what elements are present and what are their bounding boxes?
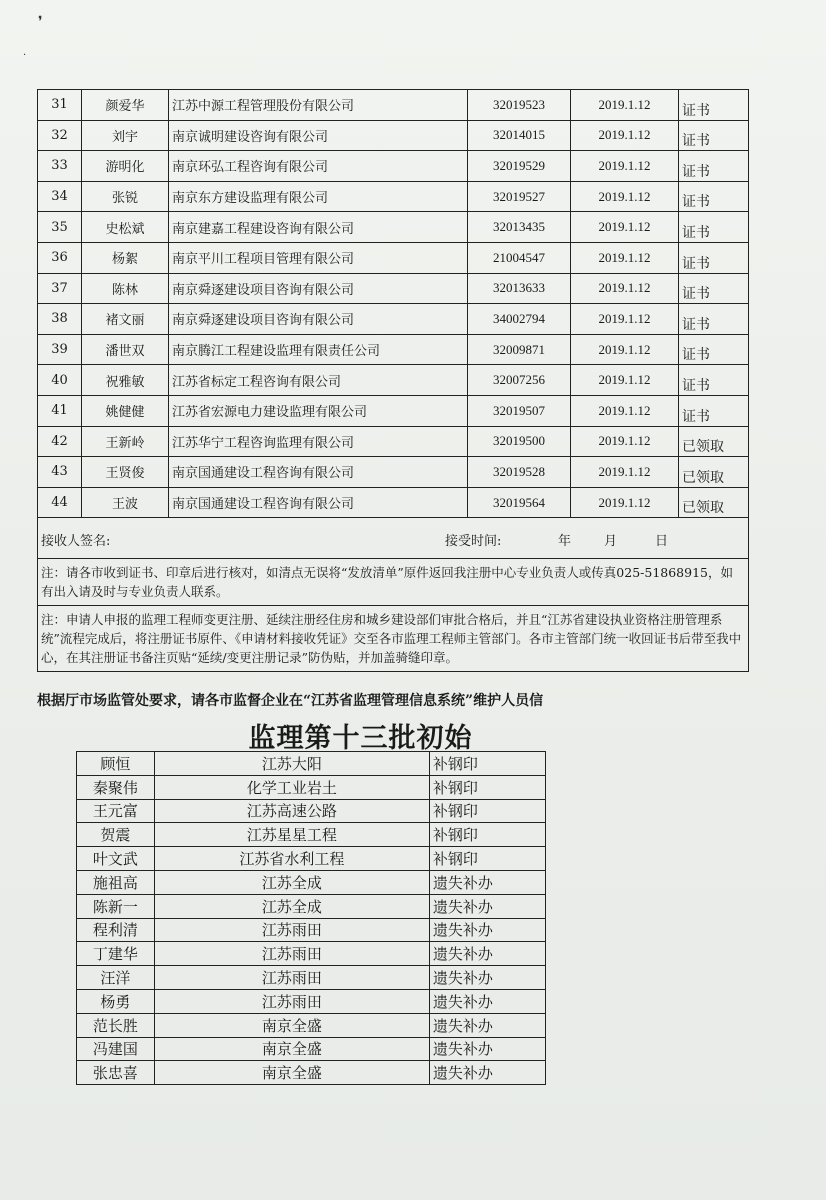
person-name: 王波: [82, 487, 169, 518]
month-label: 月: [604, 534, 618, 550]
ink-dot: ·: [23, 50, 27, 61]
signature-label: 接收人签名:: [41, 534, 111, 550]
row-number: 41: [38, 395, 82, 426]
batch-action: 遗失补办: [429, 894, 545, 918]
person-name: 潘世双: [82, 334, 169, 365]
issue-date: 2019.1.12: [571, 457, 679, 488]
company-name: 南京腾江工程建设监理有限责任公司: [169, 334, 468, 365]
batch-row: [77, 823, 546, 847]
certificate-number: 32014015: [468, 120, 571, 151]
batch-row: [77, 799, 546, 823]
batch-action: 遗失补办: [429, 1037, 545, 1061]
row-number: 35: [38, 212, 82, 243]
batch-table-body: [77, 752, 546, 1085]
company-name: 江苏中源工程管理股份有限公司: [169, 90, 468, 121]
status-cell: 证书: [679, 212, 749, 243]
batch-action: 遗失补办: [429, 918, 545, 942]
batch-action: 遗失补办: [429, 966, 545, 990]
batch-company: 江苏雨田: [154, 966, 429, 990]
batch-action: 补钢印: [429, 775, 545, 799]
status-cell: 证书: [679, 242, 749, 273]
company-name: 南京国通建设工程咨询有限公司: [169, 457, 468, 488]
table-row: [38, 90, 749, 121]
day-label: 日: [655, 534, 669, 550]
batch-person-name: 施祖高: [77, 870, 155, 894]
batch-person-name: 王元富: [77, 799, 155, 823]
company-name: 江苏华宁工程咨询监理有限公司: [169, 426, 468, 457]
batch-company: 江苏高速公路: [154, 799, 429, 823]
issue-date: 2019.1.12: [571, 395, 679, 426]
row-number: 42: [38, 426, 82, 457]
certificate-number: 32019527: [468, 181, 571, 212]
status-cell: 已领取: [679, 457, 749, 488]
batch-action: 遗失补办: [429, 942, 545, 966]
table-row: [38, 334, 749, 365]
batch-action: 遗失补办: [429, 1013, 545, 1037]
company-name: 南京平川工程项目管理有限公司: [169, 242, 468, 273]
company-name: 南京建嘉工程建设咨询有限公司: [169, 212, 468, 243]
batch-action: 遗失补办: [429, 1061, 545, 1085]
batch-action: 遗失补办: [429, 989, 545, 1013]
issue-date: 2019.1.12: [571, 304, 679, 335]
table-row: [38, 273, 749, 304]
issue-date: 2019.1.12: [571, 426, 679, 457]
company-name: 南京国通建设工程咨询有限公司: [169, 487, 468, 518]
table-row: [38, 487, 749, 518]
batch-row: [77, 847, 546, 871]
table-row: [38, 181, 749, 212]
status-cell: 证书: [679, 273, 749, 304]
batch-row: [77, 918, 546, 942]
batch-person-name: 陈新一: [77, 894, 155, 918]
table-row: [38, 365, 749, 396]
table-row: [38, 120, 749, 151]
certificate-number: 32013435: [468, 212, 571, 243]
batch-row: [77, 942, 546, 966]
row-number: 40: [38, 365, 82, 396]
company-name: 南京环弘工程咨询有限公司: [169, 151, 468, 182]
batch-row: [77, 1037, 546, 1061]
row-number: 44: [38, 487, 82, 518]
status-cell: 证书: [679, 151, 749, 182]
batch-person-name: 范长胜: [77, 1013, 155, 1037]
batch-company: 南京全盛: [154, 1013, 429, 1037]
status-cell: 证书: [679, 304, 749, 335]
batch-row: [77, 752, 546, 776]
batch-company: 江苏星星工程: [154, 823, 429, 847]
company-name: 南京东方建设监理有限公司: [169, 181, 468, 212]
person-name: 王贤俊: [82, 457, 169, 488]
person-name: 刘宇: [82, 120, 169, 151]
company-name: 南京舜逐建设项目咨询有限公司: [169, 304, 468, 335]
company-name: 江苏省宏源电力建设监理有限公司: [169, 395, 468, 426]
person-name: 张锐: [82, 181, 169, 212]
status-cell: 证书: [679, 120, 749, 151]
row-number: 37: [38, 273, 82, 304]
batch-company: 江苏雨田: [154, 918, 429, 942]
batch-person-name: 丁建华: [77, 942, 155, 966]
table-row: [38, 426, 749, 457]
status-cell: 证书: [679, 365, 749, 396]
certificate-number: 32009871: [468, 334, 571, 365]
batch-company: 江苏雨田: [154, 942, 429, 966]
person-name: 祝雅敏: [82, 365, 169, 396]
issue-date: 2019.1.12: [571, 181, 679, 212]
batch-person-name: 叶文武: [77, 847, 155, 871]
certificate-number: 32019564: [468, 487, 571, 518]
issue-date: 2019.1.12: [571, 120, 679, 151]
batch-row: [77, 966, 546, 990]
batch-table: [76, 751, 546, 1085]
certificate-number: 34002794: [468, 304, 571, 335]
person-name: 王新岭: [82, 426, 169, 457]
batch-row: [77, 870, 546, 894]
table-row: [38, 457, 749, 488]
note-2: 注：申请人申报的监理工程师变更注册、延续注册经住房和城乡建设部们审批合格后，并且“江苏省建设执业资格注册管理系统”流程完成后，将注册证书原件、《申请材料接收凭证》交至各市监理工程师主管部门。各市主管部门统一收回证书后带至我中心，在其注册证书备注页贴“延续/变更注册记录”防伪贴，并加盖骑缝印章。: [38, 606, 749, 672]
issue-date: 2019.1.12: [571, 273, 679, 304]
row-number: 34: [38, 181, 82, 212]
issue-date: 2019.1.12: [571, 365, 679, 396]
batch-row: [77, 1061, 546, 1085]
batch-person-name: 秦聚伟: [77, 775, 155, 799]
person-name: 史松斌: [82, 212, 169, 243]
row-number: 31: [38, 90, 82, 121]
issue-date: 2019.1.12: [571, 212, 679, 243]
batch-person-name: 杨勇: [77, 989, 155, 1013]
person-name: 姚健健: [82, 395, 169, 426]
person-name: 陈林: [82, 273, 169, 304]
note-row-1: [38, 559, 749, 606]
receive-time-label: 接受时间:: [445, 534, 502, 550]
status-cell: 已领取: [679, 426, 749, 457]
batch-company: 江苏全成: [154, 894, 429, 918]
batch-company: 江苏全成: [154, 870, 429, 894]
status-cell: 证书: [679, 395, 749, 426]
table-row: [38, 151, 749, 182]
company-name: 南京舜逐建设项目咨询有限公司: [169, 273, 468, 304]
table-row: [38, 212, 749, 243]
company-name: 南京诚明建设咨询有限公司: [169, 120, 468, 151]
certificate-table-body: [38, 90, 749, 518]
batch-company: 江苏大阳: [154, 752, 429, 776]
batch-title-wrap: [0, 716, 826, 755]
year-label: 年: [558, 534, 572, 550]
batch-person-name: 贺震: [77, 823, 155, 847]
batch-action: 补钢印: [429, 847, 545, 871]
table-row: [38, 242, 749, 273]
person-name: 杨絮: [82, 242, 169, 273]
batch-row: [77, 1013, 546, 1037]
certificate-number: 32019507: [468, 395, 571, 426]
issue-date: 2019.1.12: [571, 242, 679, 273]
person-name: 褚文丽: [82, 304, 169, 335]
batch-action: 遗失补办: [429, 870, 545, 894]
row-number: 38: [38, 304, 82, 335]
batch-company: 江苏雨田: [154, 989, 429, 1013]
row-number: 43: [38, 457, 82, 488]
status-cell: 已领取: [679, 487, 749, 518]
row-number: 33: [38, 151, 82, 182]
issue-date: 2019.1.12: [571, 90, 679, 121]
status-cell: 证书: [679, 181, 749, 212]
row-number: 39: [38, 334, 82, 365]
batch-row: [77, 989, 546, 1013]
batch-action: 补钢印: [429, 752, 545, 776]
note-row-2: [38, 606, 749, 672]
status-cell: 证书: [679, 334, 749, 365]
certificate-number: 32019500: [468, 426, 571, 457]
batch-title: 监理第十三批初始: [248, 723, 473, 754]
person-name: 颜爱华: [82, 90, 169, 121]
person-name: 游明化: [82, 151, 169, 182]
certificate-number: 32007256: [468, 365, 571, 396]
note-1: 注：请各市收到证书、印章后进行核对，如清点无误将“发放清单”原件返回我注册中心专业负责人或传真025-51868915，如有出入请及时与专业负责人联系。: [38, 559, 749, 606]
row-number: 36: [38, 242, 82, 273]
batch-company: 江苏省水利工程: [154, 847, 429, 871]
certificate-number: 32013633: [468, 273, 571, 304]
batch-person-name: 张忠喜: [77, 1061, 155, 1085]
company-name: 江苏省标定工程咨询有限公司: [169, 365, 468, 396]
certificate-number: 21004547: [468, 242, 571, 273]
batch-company: 化学工业岩土: [154, 775, 429, 799]
batch-person-name: 顾恒: [77, 752, 155, 776]
issue-date: 2019.1.12: [571, 151, 679, 182]
batch-company: 南京全盛: [154, 1061, 429, 1085]
certificate-number: 32019529: [468, 151, 571, 182]
certificate-distribution-table: [37, 89, 749, 672]
batch-action: 补钢印: [429, 823, 545, 847]
issue-date: 2019.1.12: [571, 487, 679, 518]
row-number: 32: [38, 120, 82, 151]
bold-notice: 根据厅市场监管处要求，请各市监督企业在“江苏省监理管理信息系统”维护人员信: [37, 693, 544, 709]
issue-date: 2019.1.12: [571, 334, 679, 365]
batch-row: [77, 775, 546, 799]
signature-row: [38, 518, 749, 559]
batch-person-name: 汪洋: [77, 966, 155, 990]
status-cell: 证书: [679, 90, 749, 121]
batch-action: 补钢印: [429, 799, 545, 823]
batch-person-name: 程利清: [77, 918, 155, 942]
table-row: [38, 395, 749, 426]
ink-mark: ❜: [38, 14, 43, 30]
certificate-number: 32019528: [468, 457, 571, 488]
batch-company: 南京全盛: [154, 1037, 429, 1061]
certificate-number: 32019523: [468, 90, 571, 121]
batch-person-name: 冯建国: [77, 1037, 155, 1061]
table-row: [38, 304, 749, 335]
batch-row: [77, 894, 546, 918]
